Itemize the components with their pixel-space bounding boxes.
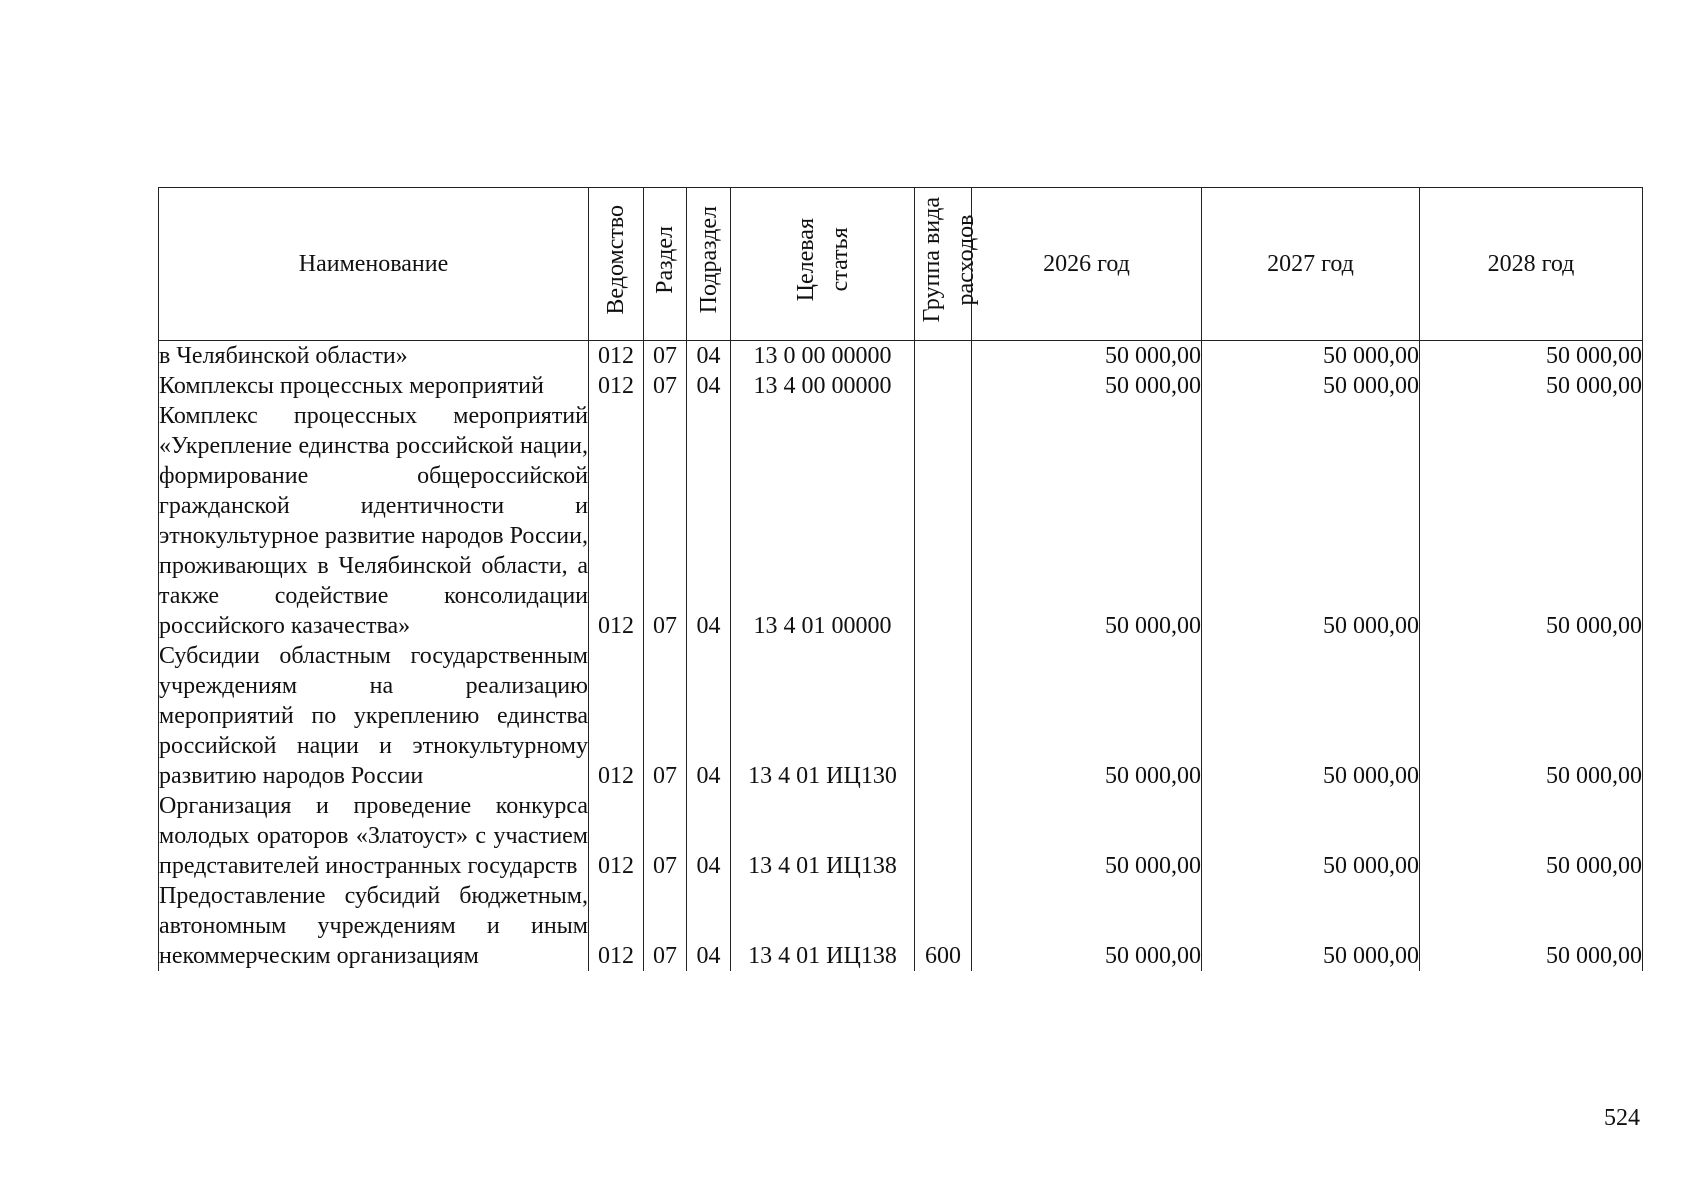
header-2027 bbox=[1202, 188, 1420, 341]
header-2027-label: 2027 год bbox=[1267, 251, 1354, 277]
header-target-article-line1: Целевая bbox=[792, 218, 819, 302]
row-amount-2026: 50 000,00 bbox=[972, 341, 1202, 372]
header-expense-group bbox=[915, 188, 979, 341]
row-name: в Челябинской области» bbox=[159, 341, 589, 372]
row-name: Предоставление субсидий бюджетным, автономным учреждениям и иным некоммерческим организациям bbox=[159, 883, 588, 969]
header-target-article-label bbox=[789, 218, 857, 301]
row-name: Организация и проведение конкурса молодых ораторов «Златоуст» с участием представителей иностранных государств bbox=[159, 793, 588, 879]
row-expense-group bbox=[915, 401, 972, 641]
row-amount-2028: 50 000,00 bbox=[1420, 791, 1643, 881]
row-amount-2026: 50 000,00 bbox=[972, 641, 1202, 791]
row-expense-group bbox=[915, 791, 972, 881]
header-target-article bbox=[731, 188, 915, 341]
row-expense-group bbox=[915, 371, 972, 401]
row-amount-2026: 50 000,00 bbox=[972, 371, 1202, 401]
row-amount-2026: 50 000,00 bbox=[972, 791, 1202, 881]
row-expense-group: 600 bbox=[915, 881, 972, 971]
row-target-article: 13 4 01 ИЦ138 bbox=[731, 791, 915, 881]
row-target-article: 13 0 00 00000 bbox=[731, 341, 915, 372]
header-2026 bbox=[972, 188, 1202, 341]
row-podrazdel: 04 bbox=[687, 641, 731, 791]
row-target-article: 13 4 01 ИЦ138 bbox=[731, 881, 915, 971]
table-row bbox=[159, 641, 1643, 791]
row-vedomstvo: 012 bbox=[589, 791, 644, 881]
header-expense-group-label bbox=[915, 197, 983, 322]
header-name-label: Наименование bbox=[298, 251, 449, 277]
row-razdel: 07 bbox=[644, 641, 687, 791]
header-razdel-label: Раздел bbox=[652, 226, 678, 294]
row-podrazdel: 04 bbox=[687, 341, 731, 372]
row-amount-2028: 50 000,00 bbox=[1420, 641, 1643, 791]
row-expense-group bbox=[915, 641, 972, 791]
row-podrazdel: 04 bbox=[687, 401, 731, 641]
header-vedomstvo-label: Ведомство bbox=[603, 205, 629, 315]
header-expense-group-line1: Группа вида bbox=[919, 197, 945, 323]
row-razdel: 07 bbox=[644, 341, 687, 372]
header-2026-label: 2026 год bbox=[1043, 251, 1130, 277]
row-target-article: 13 4 00 00000 bbox=[731, 371, 915, 401]
header-target-article-line2: статья bbox=[826, 228, 853, 292]
row-amount-2027: 50 000,00 bbox=[1202, 641, 1420, 791]
row-vedomstvo: 012 bbox=[589, 641, 644, 791]
row-amount-2028: 50 000,00 bbox=[1420, 341, 1643, 372]
table-header bbox=[159, 188, 1643, 341]
header-podrazdel-label: Подраздел bbox=[695, 206, 722, 314]
header-vedomstvo bbox=[589, 188, 644, 341]
table-row bbox=[159, 401, 1643, 641]
row-name: Комплекс процессных мероприятий «Укрепление единства российской нации, формирование общероссийской гражданской идентичности и этнокультурное развитие народов России, проживающих в Челябинской области, а также содействие консолидации российского казачества» bbox=[159, 403, 588, 639]
header-razdel bbox=[644, 188, 687, 341]
row-target-article: 13 4 01 00000 bbox=[731, 401, 915, 641]
budget-table bbox=[158, 187, 1643, 971]
row-podrazdel: 04 bbox=[687, 881, 731, 971]
row-razdel: 07 bbox=[644, 371, 687, 401]
header-podrazdel bbox=[687, 188, 731, 341]
header-2028 bbox=[1420, 188, 1643, 341]
row-name: Субсидии областным государственным учреждениям на реализацию мероприятий по укреплению единства российской нации и этнокультурному развитию народов России bbox=[159, 643, 588, 789]
header-2028-label: 2028 год bbox=[1487, 251, 1575, 277]
row-amount-2027: 50 000,00 bbox=[1202, 791, 1420, 881]
header-name bbox=[159, 188, 589, 341]
row-podrazdel: 04 bbox=[687, 371, 731, 401]
table-body bbox=[159, 341, 1643, 972]
header-row bbox=[159, 188, 1643, 341]
row-vedomstvo: 012 bbox=[589, 401, 644, 641]
row-target-article: 13 4 01 ИЦ130 bbox=[731, 641, 915, 791]
row-podrazdel: 04 bbox=[687, 791, 731, 881]
row-amount-2026: 50 000,00 bbox=[972, 881, 1202, 971]
row-razdel: 07 bbox=[644, 881, 687, 971]
row-expense-group bbox=[915, 341, 972, 372]
row-name: Комплексы процессных мероприятий bbox=[159, 371, 589, 401]
row-razdel: 07 bbox=[644, 401, 687, 641]
row-vedomstvo: 012 bbox=[589, 881, 644, 971]
row-amount-2027: 50 000,00 bbox=[1202, 401, 1420, 641]
table-row bbox=[159, 341, 1643, 372]
row-amount-2027: 50 000,00 bbox=[1202, 341, 1420, 372]
row-vedomstvo: 012 bbox=[589, 341, 644, 372]
table-row bbox=[159, 371, 1643, 401]
page-number: 524 bbox=[1604, 1105, 1640, 1131]
row-amount-2026: 50 000,00 bbox=[972, 401, 1202, 641]
row-amount-2028: 50 000,00 bbox=[1420, 371, 1643, 401]
header-expense-group-line2: расходов bbox=[953, 214, 979, 306]
row-vedomstvo: 012 bbox=[589, 371, 644, 401]
row-amount-2027: 50 000,00 bbox=[1202, 371, 1420, 401]
row-amount-2028: 50 000,00 bbox=[1420, 881, 1643, 971]
table-row bbox=[159, 791, 1643, 881]
row-amount-2028: 50 000,00 bbox=[1420, 401, 1643, 641]
table-row bbox=[159, 881, 1643, 971]
row-amount-2027: 50 000,00 bbox=[1202, 881, 1420, 971]
row-razdel: 07 bbox=[644, 791, 687, 881]
